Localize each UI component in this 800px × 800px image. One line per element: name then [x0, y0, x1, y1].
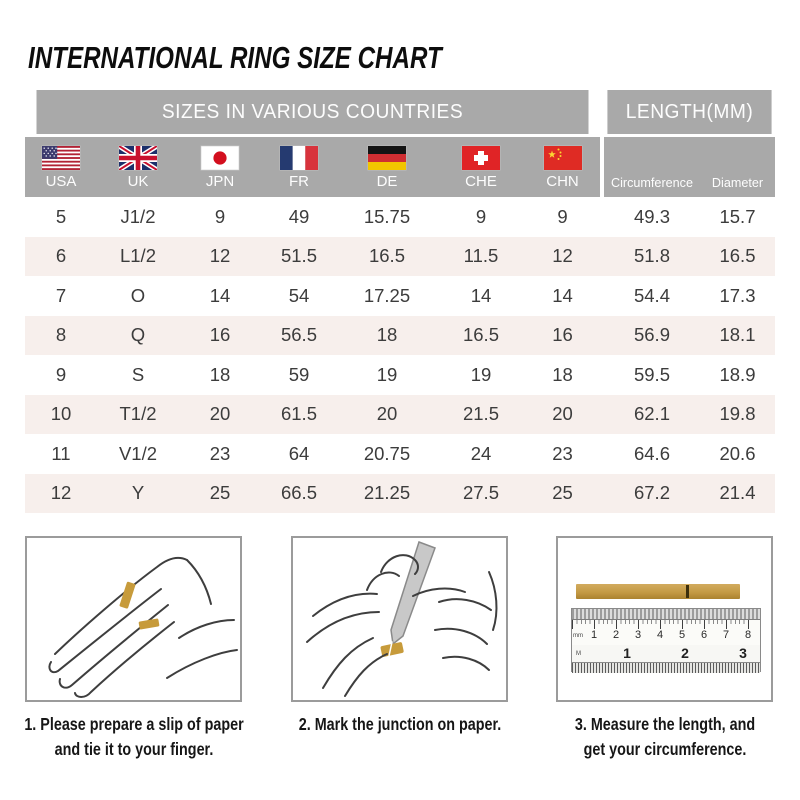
country-code-label: FR	[289, 173, 309, 190]
table-row	[25, 434, 775, 474]
country-code-label: CHE	[465, 173, 497, 190]
country-code-label: UK	[127, 173, 149, 190]
table-cell: 14	[552, 284, 573, 306]
table-cell: 14	[470, 284, 492, 306]
table-cell: 59	[288, 363, 310, 385]
paper-strip	[576, 584, 740, 599]
table-cell: 62.1	[633, 403, 670, 425]
table-cell: 49	[288, 205, 310, 227]
column-header-uk	[97, 137, 179, 197]
table-cell: 19.8	[719, 403, 756, 425]
china-flag-icon	[544, 146, 582, 170]
column-header-de	[337, 137, 437, 197]
table-cell: 51.8	[633, 245, 670, 267]
table-cell: 9	[214, 205, 226, 227]
table-cell: L1/2	[119, 245, 156, 267]
ruler-cm-number: 2	[612, 629, 620, 641]
table-cell: 20	[376, 403, 398, 425]
table-cell: 56.9	[633, 324, 670, 346]
switzerland-flag-icon	[462, 146, 500, 170]
usa-flag-icon	[42, 146, 80, 170]
ruler-cm-number: 4	[656, 629, 664, 641]
ruler-cm-number: 6	[700, 629, 708, 641]
table-cell: V1/2	[118, 442, 158, 464]
table-cell: 64.6	[633, 442, 670, 464]
ruler-mm-teeth	[572, 663, 760, 673]
length-group-header: LENGTH(MM)	[607, 90, 771, 134]
ruler-unit-label: mm	[573, 633, 583, 639]
hand-with-paper-strip-drawing	[27, 538, 240, 700]
ruler-cm-number: 7	[722, 629, 730, 641]
table-cell: 12	[209, 245, 231, 267]
circumference-column-header: Circumference	[611, 175, 693, 190]
ruler-inch-number: 1	[623, 645, 631, 661]
country-headers	[25, 137, 600, 197]
table-cell: 11.5	[463, 245, 499, 267]
ruler-inch-number: 3	[739, 645, 747, 661]
table-cell: 12	[50, 482, 72, 504]
table-cell: 18	[209, 363, 231, 385]
table-cell: 12	[552, 245, 573, 267]
table-cell: 16	[552, 324, 573, 346]
column-header-jpn	[179, 137, 261, 197]
table-cell: 16.5	[462, 324, 499, 346]
table-cell: 18	[552, 363, 573, 385]
table-cell: 21.4	[719, 482, 756, 504]
table-group-header-row	[25, 90, 775, 134]
table-cell: 6	[55, 245, 67, 267]
table-cell: 10	[50, 403, 72, 425]
marking-with-pen-drawing	[293, 538, 506, 700]
country-code-label: JPN	[205, 173, 235, 190]
table-cell: 8	[55, 324, 67, 346]
instruction-1-caption: 1. Please prepare a slip of paper and tie it to your finger.	[24, 714, 244, 759]
sizes-group-header: SIZES IN VARIOUS COUNTRIES	[37, 90, 589, 134]
germany-flag-icon	[368, 146, 406, 170]
table-cell: Q	[130, 324, 146, 346]
instruction-1-illustration	[25, 536, 242, 702]
ruler-cm-number: 5	[678, 629, 686, 641]
table-cell: 5	[55, 205, 67, 227]
country-code-label: CHN	[546, 173, 579, 190]
instruction-2-caption: 2. Mark the junction on paper.	[298, 714, 502, 734]
france-flag-icon	[280, 146, 318, 170]
table-cell: 9	[55, 363, 67, 385]
table-row	[25, 237, 775, 277]
table-row	[25, 316, 775, 356]
column-header-chn	[525, 137, 600, 197]
table-cell: 9	[557, 205, 568, 227]
table-cell: 19	[470, 363, 492, 385]
ruler-inch-number: 2	[681, 645, 689, 661]
table-cell: 15.7	[719, 205, 756, 227]
table-cell: O	[130, 284, 146, 306]
table-row	[25, 474, 775, 514]
table-cell: J1/2	[120, 205, 156, 227]
table-cell: 16	[209, 324, 231, 346]
page-title: INTERNATIONAL RING SIZE CHART	[28, 40, 442, 75]
table-cell: 64	[288, 442, 310, 464]
table-body	[25, 197, 775, 513]
table-cell: 23	[552, 442, 573, 464]
table-cell: 21.25	[363, 482, 411, 504]
table-cell: 18.9	[719, 363, 756, 385]
table-cell: T1/2	[119, 403, 157, 425]
table-cell: 20.6	[719, 442, 756, 464]
table-cell: 20	[209, 403, 231, 425]
ruler-cm-number: 1	[590, 629, 598, 641]
ruler-metal-edge	[572, 609, 760, 620]
column-header-usa	[25, 137, 97, 197]
table-cell: 25	[209, 482, 231, 504]
ruler-inch-scale	[572, 645, 760, 663]
ring-size-table	[25, 90, 775, 513]
table-cell: 66.5	[280, 482, 317, 504]
table-cell: 25	[552, 482, 573, 504]
table-cell: 24	[470, 442, 492, 464]
table-cell: 18	[376, 324, 398, 346]
junction-mark	[686, 585, 689, 598]
table-row	[25, 395, 775, 435]
column-header-fr	[261, 137, 337, 197]
instruction-2-illustration	[291, 536, 508, 702]
ruler-illustration	[571, 608, 761, 672]
table-cell: 17.25	[363, 284, 411, 306]
table-cell: 14	[209, 284, 231, 306]
table-cell: 61.5	[280, 403, 317, 425]
table-cell: 59.5	[633, 363, 670, 385]
table-cell: 20.75	[363, 442, 411, 464]
table-cell: 16.5	[368, 245, 405, 267]
country-code-label: USA	[45, 173, 77, 190]
table-cell: 9	[475, 205, 487, 227]
table-row	[25, 276, 775, 316]
table-cell: 20	[552, 403, 573, 425]
column-header-che	[437, 137, 525, 197]
table-cell: Y	[131, 482, 145, 504]
ruler-cm-scale	[572, 620, 760, 645]
table-column-header-row	[25, 137, 775, 197]
table-row	[25, 197, 775, 237]
instruction-3-caption: 3. Measure the length, and get your circumference.	[574, 714, 756, 759]
table-cell: 49.3	[633, 205, 670, 227]
uk-flag-icon	[119, 146, 157, 170]
table-cell: 54.4	[633, 284, 670, 306]
table-cell: 54	[288, 284, 310, 306]
ruler-unit-label: M	[576, 651, 581, 657]
diameter-column-header: Diameter	[711, 175, 764, 190]
table-cell: 7	[55, 284, 67, 306]
ruler-cm-number: 8	[744, 629, 752, 641]
table-cell: 21.5	[462, 403, 499, 425]
table-cell: 51.5	[280, 245, 317, 267]
length-headers	[604, 137, 775, 197]
table-cell: 23	[209, 442, 231, 464]
header-section-divider	[600, 90, 604, 134]
instruction-3-illustration	[556, 536, 773, 702]
table-cell: 18.1	[719, 324, 756, 346]
japan-flag-icon	[201, 146, 239, 170]
table-cell: 15.75	[363, 205, 411, 227]
table-row	[25, 355, 775, 395]
country-code-label: DE	[376, 173, 398, 190]
table-cell: S	[131, 363, 145, 385]
table-cell: 56.5	[280, 324, 317, 346]
ruler-cm-number: 3	[634, 629, 642, 641]
table-cell: 27.5	[462, 482, 499, 504]
table-cell: 16.5	[719, 245, 756, 267]
table-cell: 67.2	[633, 482, 670, 504]
table-cell: 17.3	[719, 284, 756, 306]
table-cell: 11	[51, 442, 71, 464]
table-cell: 19	[376, 363, 398, 385]
